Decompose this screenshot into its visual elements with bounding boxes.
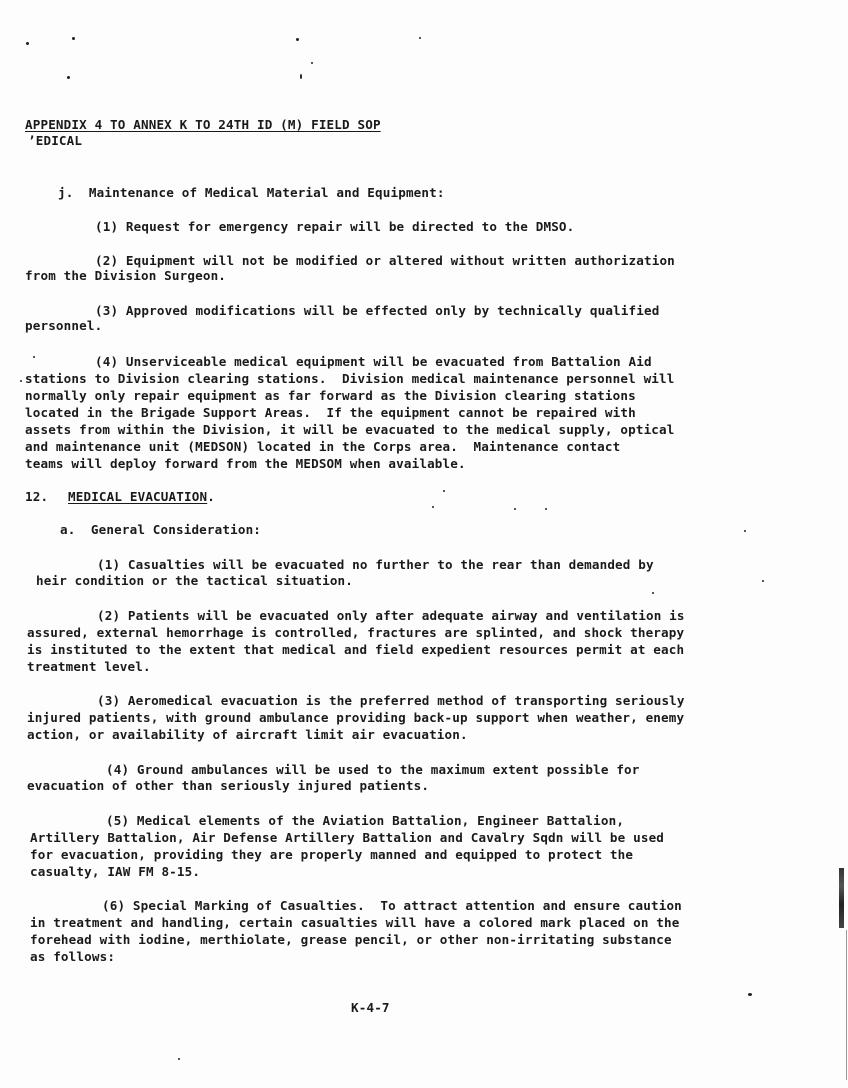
section-12-para-3-line-3: action, or availability of aircraft limit air evacuation. [27, 727, 468, 742]
scan-speck [26, 42, 29, 45]
section-j-para-4-line-6: and maintenance unit (MEDSON) located in the Corps area. Maintenance contact [25, 439, 621, 454]
scan-speck [72, 37, 75, 40]
section-12-para-5-line-2: Artillery Battalion, Air Defense Artillery Battalion and Cavalry Sqdn will be used [30, 830, 665, 845]
section-12-para-3-line-2: injured patients, with ground ambulance providing back-up support when weather, enemy [27, 710, 685, 725]
scan-speck [432, 506, 434, 508]
section-j-para-3-line-2: personnel. [25, 318, 103, 333]
scan-speck [744, 530, 746, 532]
section-12-para-1-line-2: heir condition or the tactical situation. [36, 573, 354, 588]
section-j-para-4-line-7: teams will deploy forward from the MEDSOM when available. [25, 456, 466, 471]
section-12-para-2-line-2: assured, external hemorrhage is controlled, fractures are splinted, and shock therapy [27, 625, 685, 640]
scan-speck [514, 508, 516, 510]
section-12-para-3-line-1: (3) Aeromedical evacuation is the preferred method of transporting seriously [97, 693, 685, 708]
section-12-para-1-line-1: (1) Casualties will be evacuated no further to the rear than demanded by [97, 557, 654, 572]
section-12-para-2-line-3: is instituted to the extent that medical and field expedient resources permit at each [27, 642, 685, 657]
section-12-number: 12. [25, 489, 49, 504]
section-12-para-2-line-4: treatment level. [27, 659, 151, 674]
page-number: K-4-7 [351, 1000, 390, 1015]
section-j-para-1: (1) Request for emergency repair will be directed to the DMSO. [95, 219, 575, 234]
section-j-para-4-line-1: (4) Unserviceable medical equipment will be evacuated from Battalion Aid [95, 354, 652, 369]
appendix-title: APPENDIX 4 TO ANNEX K TO 24TH ID (M) FIELD SOP [25, 117, 381, 132]
appendix-subtitle: ’EDICAL [28, 133, 83, 148]
section-j-para-4-line-3: normally only repair equipment as far forward as the Division clearing stations [25, 388, 636, 403]
section-j-para-2-line-1: (2) Equipment will not be modified or altered without written authorization [95, 253, 675, 268]
scan-speck [311, 62, 313, 64]
section-j-heading: j. Maintenance of Medical Material and Equipment: [58, 185, 445, 200]
scan-speck [67, 76, 70, 79]
section-12-sub-a: a. General Consideration: [60, 522, 262, 537]
section-j-para-4-line-4: located in the Brigade Support Areas. If the equipment cannot be repaired with [25, 405, 636, 420]
scan-speck [545, 508, 547, 510]
section-12-para-5-line-3: for evacuation, providing they are properly manned and equipped to protect the [30, 847, 634, 862]
section-j-para-2-line-2: from the Division Surgeon. [25, 268, 227, 283]
section-12-para-6-line-2: in treatment and handling, certain casualties will have a colored mark placed on the [30, 915, 680, 930]
section-12-para-6-line-1: (6) Special Marking of Casualties. To attract attention and ensure caution [102, 898, 682, 913]
scan-speck [443, 490, 445, 492]
section-12-title-period: . [207, 489, 215, 504]
scan-speck [33, 356, 35, 358]
scan-speck [762, 580, 764, 582]
scan-speck [748, 993, 752, 996]
scan-edge-line [846, 930, 847, 1080]
scan-speck [652, 592, 654, 594]
section-12-para-5-line-4: casualty, IAW FM 8-15. [30, 864, 201, 879]
scan-edge-mark [839, 868, 844, 928]
scan-speck [419, 37, 421, 39]
scan-speck [20, 380, 22, 382]
section-12-para-4-line-2: evacuation of other than seriously injured patients. [27, 778, 430, 793]
section-12-para-6-line-4: as follows: [30, 949, 116, 964]
section-12-para-2-line-1: (2) Patients will be evacuated only after adequate airway and ventilation is [97, 608, 685, 623]
section-j-para-4-line-5: assets from within the Division, it will be evacuated to the medical supply, optical [25, 422, 675, 437]
scan-speck [296, 38, 299, 41]
section-12-para-4-line-1: (4) Ground ambulances will be used to the maximum extent possible for [106, 762, 640, 777]
section-j-para-4-line-2: stations to Division clearing stations. Division medical maintenance personnel will [25, 371, 675, 386]
scan-speck [178, 1058, 180, 1060]
section-j-para-3-line-1: (3) Approved modifications will be effected only by technically qualified [95, 303, 660, 318]
section-12-heading [68, 488, 215, 505]
section-12-title: MEDICAL EVACUATION [68, 489, 208, 504]
section-12-para-6-line-3: forehead with iodine, merthiolate, grease pencil, or other non-irritating substance [30, 932, 672, 947]
section-12-para-5-line-1: (5) Medical elements of the Aviation Battalion, Engineer Battalion, [106, 813, 625, 828]
scan-speck [300, 74, 302, 79]
